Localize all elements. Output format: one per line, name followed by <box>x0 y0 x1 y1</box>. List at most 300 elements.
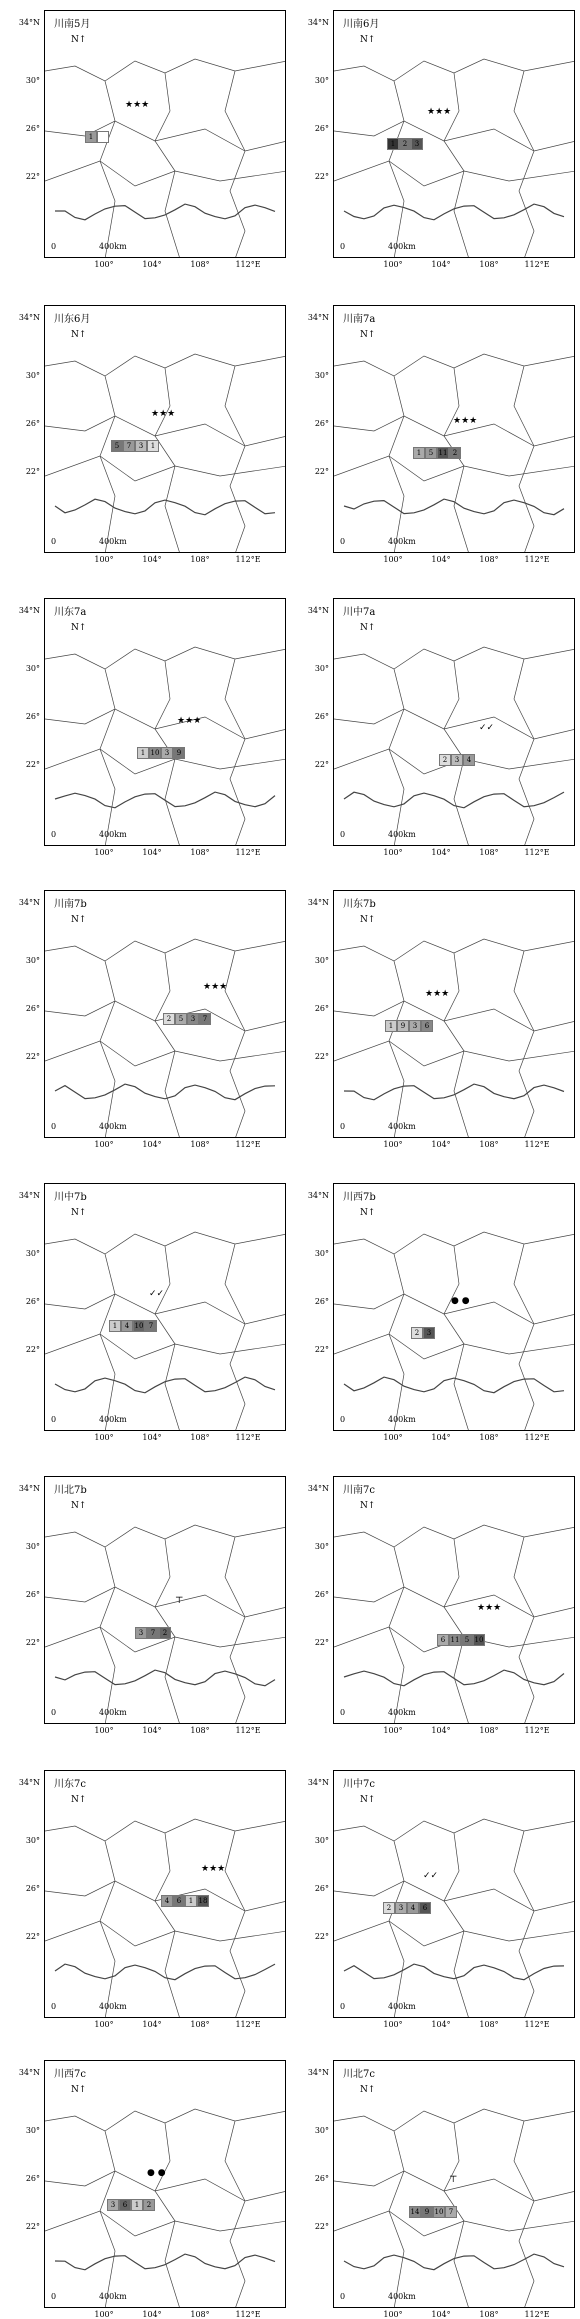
grid-cell: 4 <box>161 1895 173 1907</box>
boundary-line <box>45 2211 286 2236</box>
site-star-icon: ★★★ <box>151 409 176 419</box>
longitude-label: 108° <box>190 2310 210 2319</box>
longitude-label: 112°E <box>235 2310 261 2319</box>
latitude-label: 30° <box>314 1542 329 1551</box>
grid-cell: 2 <box>383 1902 395 1914</box>
boundary-line <box>45 1921 286 1946</box>
province-boundaries <box>334 11 575 258</box>
scale-bar <box>51 534 131 546</box>
boundary-line <box>334 1334 575 1359</box>
longitude-label: 100° <box>94 848 114 857</box>
longitude-label: 100° <box>94 1726 114 1735</box>
latitude-label: 30° <box>25 76 40 85</box>
grid-cell: 3 <box>135 1627 147 1639</box>
latitude-label: 26° <box>314 712 329 721</box>
site-check-icon: ✓✓ <box>479 723 495 733</box>
north-arrow-icon: N↑ <box>71 1501 87 1511</box>
boundary-line <box>514 2121 534 2308</box>
boundary-line <box>45 161 286 186</box>
boundary-line <box>100 1254 115 1431</box>
latitude-label: 30° <box>25 2126 40 2135</box>
map-panel <box>44 890 286 1138</box>
scale-zero: 0 <box>51 2002 57 2011</box>
longitude-label: 100° <box>383 848 403 857</box>
latitude-label: 26° <box>314 1884 329 1893</box>
boundary-line <box>100 961 115 1138</box>
longitude-label: 100° <box>383 555 403 564</box>
map-panel <box>333 10 575 258</box>
grid-cell: 9 <box>173 747 185 759</box>
site-star-icon: ★★★ <box>203 982 228 992</box>
latitude-label: 34°N <box>18 898 40 907</box>
longitude-label: 100° <box>94 1433 114 1442</box>
scale-zero: 0 <box>51 830 57 839</box>
latitude-label: 26° <box>25 1004 40 1013</box>
latitude-label: 34°N <box>307 1778 329 1787</box>
scale-zero: 0 <box>340 2292 346 2301</box>
latitude-label: 30° <box>25 1542 40 1551</box>
scale-zero: 0 <box>51 2292 57 2301</box>
panel-title: 川东7a <box>53 603 87 618</box>
grid-cell: 10 <box>134 1322 144 1330</box>
boundary-line <box>514 71 534 258</box>
boundary-line <box>155 368 180 553</box>
latitude-label: 22° <box>25 1638 40 1647</box>
grid-cell: 2 <box>143 2199 155 2211</box>
latitude-label: 26° <box>25 1297 40 1306</box>
site-tee-icon: ⊤ <box>449 2175 458 2185</box>
latitude-label: 34°N <box>18 2068 40 2077</box>
north-arrow-icon: N↑ <box>71 915 87 925</box>
north-arrow-icon: N↑ <box>360 1795 376 1805</box>
grid-cell: 5 <box>425 447 437 459</box>
longitude-label: 108° <box>479 555 499 564</box>
panel-title: 川南5月 <box>53 15 91 30</box>
latitude-label: 26° <box>25 419 40 428</box>
boundary-line <box>225 1831 245 2018</box>
boundary-line <box>514 659 534 846</box>
boundary-line <box>334 1587 575 1617</box>
latitude-label: 22° <box>25 172 40 181</box>
boundary-line <box>155 1833 180 2018</box>
grid-cell: 7 <box>199 1013 211 1025</box>
latitude-label: 26° <box>25 124 40 133</box>
latitude-label: 22° <box>25 1932 40 1941</box>
grid-cell: 7 <box>123 440 135 452</box>
grid-cell: 1 <box>109 1320 121 1332</box>
scale-distance: 400km <box>388 1415 416 1424</box>
latitude-label: 30° <box>25 1249 40 1258</box>
boundary-line <box>389 376 404 553</box>
grid-cell: 4 <box>121 1320 133 1332</box>
latitude-label: 34°N <box>307 606 329 615</box>
grid-cell: 4 <box>407 1902 419 1914</box>
grid-cell: 18 <box>198 1897 208 1905</box>
grid-cell: 10 <box>150 749 160 757</box>
site-check-icon: ✓✓ <box>423 1871 439 1881</box>
province-boundaries <box>334 599 575 846</box>
province-boundaries <box>45 2061 286 2308</box>
boundary-line <box>100 376 115 553</box>
boundary-line <box>100 2131 115 2308</box>
scale-zero: 0 <box>51 1708 57 1717</box>
longitude-label: 112°E <box>524 555 550 564</box>
boundary-line <box>45 456 286 481</box>
scale-zero: 0 <box>340 1415 346 1424</box>
longitude-label: 112°E <box>524 848 550 857</box>
site-dot-icon: ● ● <box>451 1296 470 1306</box>
boundary-line <box>389 1254 404 1431</box>
north-arrow-icon: N↑ <box>71 35 87 45</box>
scale-zero: 0 <box>51 1122 57 1131</box>
boundary-line <box>334 456 575 481</box>
longitude-label: 108° <box>190 1433 210 1442</box>
longitude-label: 100° <box>383 2020 403 2029</box>
boundary-line <box>514 1244 534 1431</box>
longitude-label: 108° <box>479 1433 499 1442</box>
scale-bar <box>340 1412 420 1424</box>
longitude-label: 112°E <box>524 1726 550 1735</box>
province-boundaries <box>334 891 575 1138</box>
grid-cell: 1 <box>387 138 399 150</box>
panel-title: 川南6月 <box>342 15 380 30</box>
latitude-label: 22° <box>314 2222 329 2231</box>
scale-distance: 400km <box>388 2292 416 2301</box>
site-dot-icon: ● ● <box>147 2168 166 2178</box>
grid-cell: 1 <box>413 447 425 459</box>
boundary-line <box>100 669 115 846</box>
latitude-label: 22° <box>314 760 329 769</box>
north-arrow-icon: N↑ <box>360 2085 376 2095</box>
grid-cell: 9 <box>397 1020 409 1032</box>
boundary-line <box>225 71 245 258</box>
longitude-label: 112°E <box>524 260 550 269</box>
latitude-label: 22° <box>25 2222 40 2231</box>
boundary-line <box>45 416 286 446</box>
longitude-label: 104° <box>142 2310 162 2319</box>
panel-title: 川西7c <box>53 2065 87 2080</box>
site-star-icon: ★★★ <box>425 989 450 999</box>
latitude-label: 34°N <box>18 606 40 615</box>
map-panel <box>44 305 286 553</box>
map-panel <box>333 890 575 1138</box>
scale-bar <box>340 1705 420 1717</box>
longitude-label: 100° <box>383 1433 403 1442</box>
panel-title: 川南7a <box>342 310 376 325</box>
latitude-label: 26° <box>25 1590 40 1599</box>
grid-cell: 2 <box>399 138 411 150</box>
boundary-line <box>45 1041 286 1066</box>
boundary-line <box>389 961 404 1138</box>
grid-cell: 2 <box>449 447 461 459</box>
map-panel <box>44 598 286 846</box>
latitude-label: 30° <box>25 371 40 380</box>
longitude-label: 104° <box>431 1140 451 1149</box>
scale-distance: 400km <box>388 537 416 546</box>
grid-cell <box>97 131 109 143</box>
boundary-line <box>334 709 575 739</box>
latitude-label: 22° <box>25 467 40 476</box>
scale-distance: 400km <box>99 242 127 251</box>
site-star-icon: ★★★ <box>201 1864 226 1874</box>
panel-title: 川北7b <box>53 1481 88 1496</box>
latitude-label: 34°N <box>18 1484 40 1493</box>
latitude-label: 34°N <box>307 1484 329 1493</box>
panel-title: 川东7b <box>342 895 377 910</box>
scale-bar <box>51 1999 131 2011</box>
boundary-line <box>225 1537 245 1724</box>
scale-distance: 400km <box>388 830 416 839</box>
province-boundaries <box>334 1477 575 1724</box>
north-arrow-icon: N↑ <box>71 1795 87 1805</box>
scale-zero: 0 <box>51 1415 57 1424</box>
scale-zero: 0 <box>51 242 57 251</box>
scale-zero: 0 <box>340 830 346 839</box>
scale-distance: 400km <box>99 2002 127 2011</box>
latitude-label: 30° <box>314 664 329 673</box>
grid-cell: 11 <box>450 1636 460 1644</box>
grid-cell: 3 <box>107 2199 119 2211</box>
coastline <box>344 1670 564 1686</box>
boundary-line <box>100 81 115 258</box>
map-panel <box>44 1770 286 2018</box>
boundary-line <box>389 1841 404 2018</box>
latitude-label: 26° <box>314 1590 329 1599</box>
grid-cell: 1 <box>85 131 97 143</box>
panel-title: 川中7b <box>53 1188 88 1203</box>
latitude-label: 22° <box>314 1932 329 1941</box>
longitude-label: 112°E <box>235 848 261 857</box>
longitude-label: 100° <box>94 2310 114 2319</box>
grid-cell: 3 <box>411 138 423 150</box>
grid-cell: 3 <box>161 747 173 759</box>
grid-cell: 1 <box>185 1895 197 1907</box>
latitude-label: 26° <box>314 2174 329 2183</box>
latitude-label: 22° <box>25 1052 40 1061</box>
longitude-label: 100° <box>94 555 114 564</box>
map-panel <box>44 10 286 258</box>
longitude-label: 104° <box>142 1433 162 1442</box>
boundary-line <box>334 1001 575 1031</box>
grid-cell: 10 <box>474 1636 484 1644</box>
latitude-label: 34°N <box>307 2068 329 2077</box>
grid-cell: 6 <box>419 1902 431 1914</box>
longitude-label: 112°E <box>524 1140 550 1149</box>
scale-distance: 400km <box>388 2002 416 2011</box>
longitude-label: 104° <box>431 848 451 857</box>
grid-cell: 7 <box>445 2206 457 2218</box>
longitude-label: 108° <box>479 2310 499 2319</box>
boundary-line <box>334 121 575 151</box>
scale-bar <box>51 1705 131 1717</box>
longitude-label: 112°E <box>524 2310 550 2319</box>
longitude-label: 112°E <box>235 555 261 564</box>
boundary-line <box>45 709 286 739</box>
province-boundaries <box>45 1477 286 1724</box>
scale-bar <box>51 239 131 251</box>
boundary-line <box>225 2121 245 2308</box>
boundary-line <box>225 1244 245 1431</box>
site-star-icon: ★★★ <box>125 100 150 110</box>
province-boundaries <box>45 11 286 258</box>
boundary-line <box>155 1246 180 1431</box>
grid-cell: 2 <box>411 1327 423 1339</box>
scale-bar <box>51 1412 131 1424</box>
longitude-label: 108° <box>479 1140 499 1149</box>
latitude-label: 26° <box>25 712 40 721</box>
longitude-label: 112°E <box>524 1433 550 1442</box>
longitude-label: 108° <box>479 1726 499 1735</box>
scale-bar <box>51 2289 131 2301</box>
map-panel <box>44 1183 286 1431</box>
latitude-label: 30° <box>25 956 40 965</box>
grid-cell: 6 <box>119 2199 131 2211</box>
scale-bar <box>340 534 420 546</box>
latitude-label: 30° <box>314 1836 329 1845</box>
grid-cell: 1 <box>131 2199 143 2211</box>
latitude-label: 34°N <box>307 1191 329 1200</box>
coastline <box>55 792 275 808</box>
longitude-label: 104° <box>142 1140 162 1149</box>
boundary-line <box>389 1547 404 1724</box>
longitude-label: 112°E <box>235 1726 261 1735</box>
latitude-label: 22° <box>314 1345 329 1354</box>
latitude-label: 30° <box>25 1836 40 1845</box>
grid-cell: 11 <box>438 449 448 457</box>
latitude-label: 30° <box>314 1249 329 1258</box>
scale-distance: 400km <box>99 2292 127 2301</box>
scale-bar <box>340 2289 420 2301</box>
longitude-label: 108° <box>190 1726 210 1735</box>
grid-cell: 9 <box>421 2206 433 2218</box>
latitude-label: 30° <box>314 2126 329 2135</box>
scale-bar <box>51 1119 131 1131</box>
latitude-label: 34°N <box>307 313 329 322</box>
grid-cell: 2 <box>159 1627 171 1639</box>
scale-bar <box>51 827 131 839</box>
boundary-line <box>514 1537 534 1724</box>
map-panel <box>44 2060 286 2308</box>
north-arrow-icon: N↑ <box>360 330 376 340</box>
longitude-label: 112°E <box>235 1140 261 1149</box>
longitude-label: 108° <box>190 848 210 857</box>
north-arrow-icon: N↑ <box>360 1208 376 1218</box>
longitude-label: 108° <box>190 1140 210 1149</box>
scale-zero: 0 <box>51 537 57 546</box>
longitude-label: 104° <box>142 1726 162 1735</box>
boundary-line <box>225 951 245 1138</box>
north-arrow-icon: N↑ <box>71 1208 87 1218</box>
longitude-label: 104° <box>431 2020 451 2029</box>
map-panel <box>333 598 575 846</box>
boundary-line <box>155 73 180 258</box>
map-panel <box>44 1476 286 1724</box>
grid-cell: 6 <box>173 1895 185 1907</box>
latitude-label: 34°N <box>18 18 40 27</box>
latitude-label: 22° <box>25 1345 40 1354</box>
longitude-label: 112°E <box>235 1433 261 1442</box>
panel-title: 川西7b <box>342 1188 377 1203</box>
grid-cell: 1 <box>137 747 149 759</box>
longitude-label: 104° <box>142 260 162 269</box>
scale-distance: 400km <box>99 830 127 839</box>
latitude-label: 26° <box>314 124 329 133</box>
grid-cell: 14 <box>410 2208 420 2216</box>
scale-distance: 400km <box>99 1122 127 1131</box>
boundary-line <box>100 1547 115 1724</box>
north-arrow-icon: N↑ <box>360 623 376 633</box>
longitude-label: 104° <box>431 555 451 564</box>
grid-cell: 3 <box>451 754 463 766</box>
latitude-label: 34°N <box>307 18 329 27</box>
longitude-label: 108° <box>190 555 210 564</box>
latitude-label: 34°N <box>307 898 329 907</box>
grid-cell: 1 <box>385 1020 397 1032</box>
longitude-label: 100° <box>383 1726 403 1735</box>
grid-cell: 7 <box>147 1627 159 1639</box>
latitude-label: 22° <box>25 760 40 769</box>
scale-distance: 400km <box>99 1708 127 1717</box>
latitude-label: 34°N <box>18 1778 40 1787</box>
map-panel <box>333 305 575 553</box>
boundary-line <box>514 366 534 553</box>
site-star-icon: ★★★ <box>177 716 202 726</box>
latitude-label: 26° <box>25 2174 40 2183</box>
scale-zero: 0 <box>340 1708 346 1717</box>
boundary-line <box>444 73 469 258</box>
boundary-line <box>45 1334 286 1359</box>
boundary-line <box>444 953 469 1138</box>
province-boundaries <box>45 306 286 553</box>
map-panel <box>333 2060 575 2308</box>
boundary-line <box>45 1587 286 1617</box>
boundary-line <box>225 659 245 846</box>
scale-zero: 0 <box>340 242 346 251</box>
panel-title: 川东6月 <box>53 310 91 325</box>
longitude-label: 104° <box>142 555 162 564</box>
latitude-label: 26° <box>314 419 329 428</box>
latitude-label: 30° <box>314 371 329 380</box>
latitude-label: 26° <box>314 1297 329 1306</box>
panel-title: 川南7b <box>53 895 88 910</box>
north-arrow-icon: N↑ <box>71 623 87 633</box>
site-star-icon: ★★★ <box>427 107 452 117</box>
grid-cell: 1 <box>147 440 159 452</box>
latitude-label: 26° <box>25 1884 40 1893</box>
latitude-label: 22° <box>314 172 329 181</box>
longitude-label: 100° <box>383 1140 403 1149</box>
scale-bar <box>340 827 420 839</box>
boundary-line <box>334 1921 575 1946</box>
panel-title: 川南7c <box>342 1481 376 1496</box>
grid-cell: 2 <box>163 1013 175 1025</box>
panel-title: 川中7c <box>342 1775 376 1790</box>
site-check-icon: ✓✓ <box>149 1289 165 1299</box>
boundary-line <box>45 1294 286 1324</box>
longitude-label: 108° <box>190 2020 210 2029</box>
longitude-label: 108° <box>479 260 499 269</box>
map-panel <box>333 1476 575 1724</box>
panel-title: 川北7c <box>342 2065 376 2080</box>
scale-distance: 400km <box>99 1415 127 1424</box>
grid-cell: 2 <box>439 754 451 766</box>
longitude-label: 112°E <box>235 2020 261 2029</box>
longitude-label: 104° <box>142 848 162 857</box>
boundary-line <box>155 2123 180 2308</box>
latitude-label: 26° <box>314 1004 329 1013</box>
longitude-label: 100° <box>383 260 403 269</box>
site-star-icon: ★★★ <box>453 416 478 426</box>
